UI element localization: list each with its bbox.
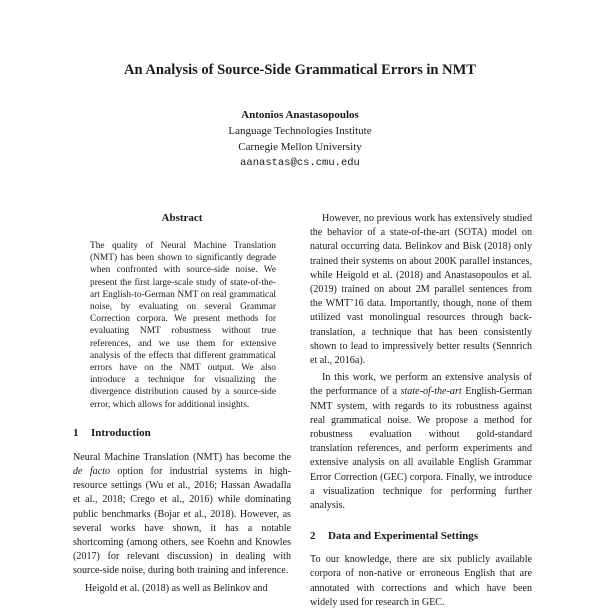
abstract-text: The quality of Neural Machine Translation (NMT) has been shown to significantly degrade when confronted with source-side noise. We present the first large-scale study of state-of-the-art English-to-German NMT on real grammatical noise, by evaluating on several Grammar Correction corpora. We present methods for evaluating NMT robustness without true references, and we use them for extensive analysis of the effects that different grammatical errors have on the NMT output. We also introduce a technique for visualizing the divergence distribution caused by a source-side error, which allows for additional insights. [90, 241, 276, 410]
section-title: Data and Experimental Settings [328, 530, 479, 543]
section-number: 1 [73, 426, 79, 439]
data-paragraph-1: To our knowledge, there are six publicly available corpora of non-native or erroneous English that are annotated with corrections and which have been widely used for research in GEC. [310, 554, 532, 608]
section-heading-introduction [73, 427, 291, 439]
author-email: aanastas@cs.cmu.edu [240, 157, 360, 169]
intro-paragraph-1: Neural Machine Translation (NMT) has become the de facto option for industrial systems in high-resource settings (Wu et al., 2016; Hassan Awadalla et al., 2018; Crego et al., 2016) while dominating public benchmarks (Bojar et al., 2018). However, as several works have shown, it has a notable shortcoming (among others, see Koehn and Knowles (2017) for relevant discussion) in dealing with source-side noise, during both training and inference. [73, 451, 291, 577]
author-affiliation-university: Carnegie Mellon University [238, 141, 362, 153]
section-number: 2 [310, 530, 316, 543]
section-heading-data [310, 530, 532, 542]
paper-title: An Analysis of Source-Side Grammatical Errors in NMT [124, 62, 476, 78]
intro-paragraph-2: Heigold et al. (2018) as well as Belinkov and [85, 582, 268, 594]
intro-paragraph-4: In this work, we perform an extensive analysis of the performance of a state-of-the-art English-German NMT system, with regards to its robustness against real grammatical noise. We propose a method for robustness evaluation without gold-standard translation references, and perform experiments and extensive analysis on all available English Grammar Error Correction (GEC) corpora. Finally, we introduce a visualization technique for performing further analysis. [310, 372, 532, 512]
author-affiliation-institute: Language Technologies Institute [228, 125, 372, 137]
section-title: Introduction [91, 426, 151, 439]
author-name: Antonios Anastasopoulos [241, 109, 359, 121]
intro-paragraph-3: However, no previous work has extensively studied the behavior of a state-of-the-art (SOTA) model on natural occurring data. Belinkov and Bisk (2018) only trained their systems on about 200K parallel instances, while Heigold et al. (2018) and Anastasopoulos et al. (2019) trained on about 2M parallel sentences from the WMT’16 data. Importantly, though, none of them utilized vast monolingual resources through back-translation, a technique that has been consistently shown to lead to impressively better results (Sennrich et al., 2016a). [310, 213, 532, 367]
left-column [73, 212, 291, 596]
right-column [310, 212, 532, 610]
author-block [0, 107, 600, 171]
abstract-heading: Abstract [161, 212, 203, 224]
